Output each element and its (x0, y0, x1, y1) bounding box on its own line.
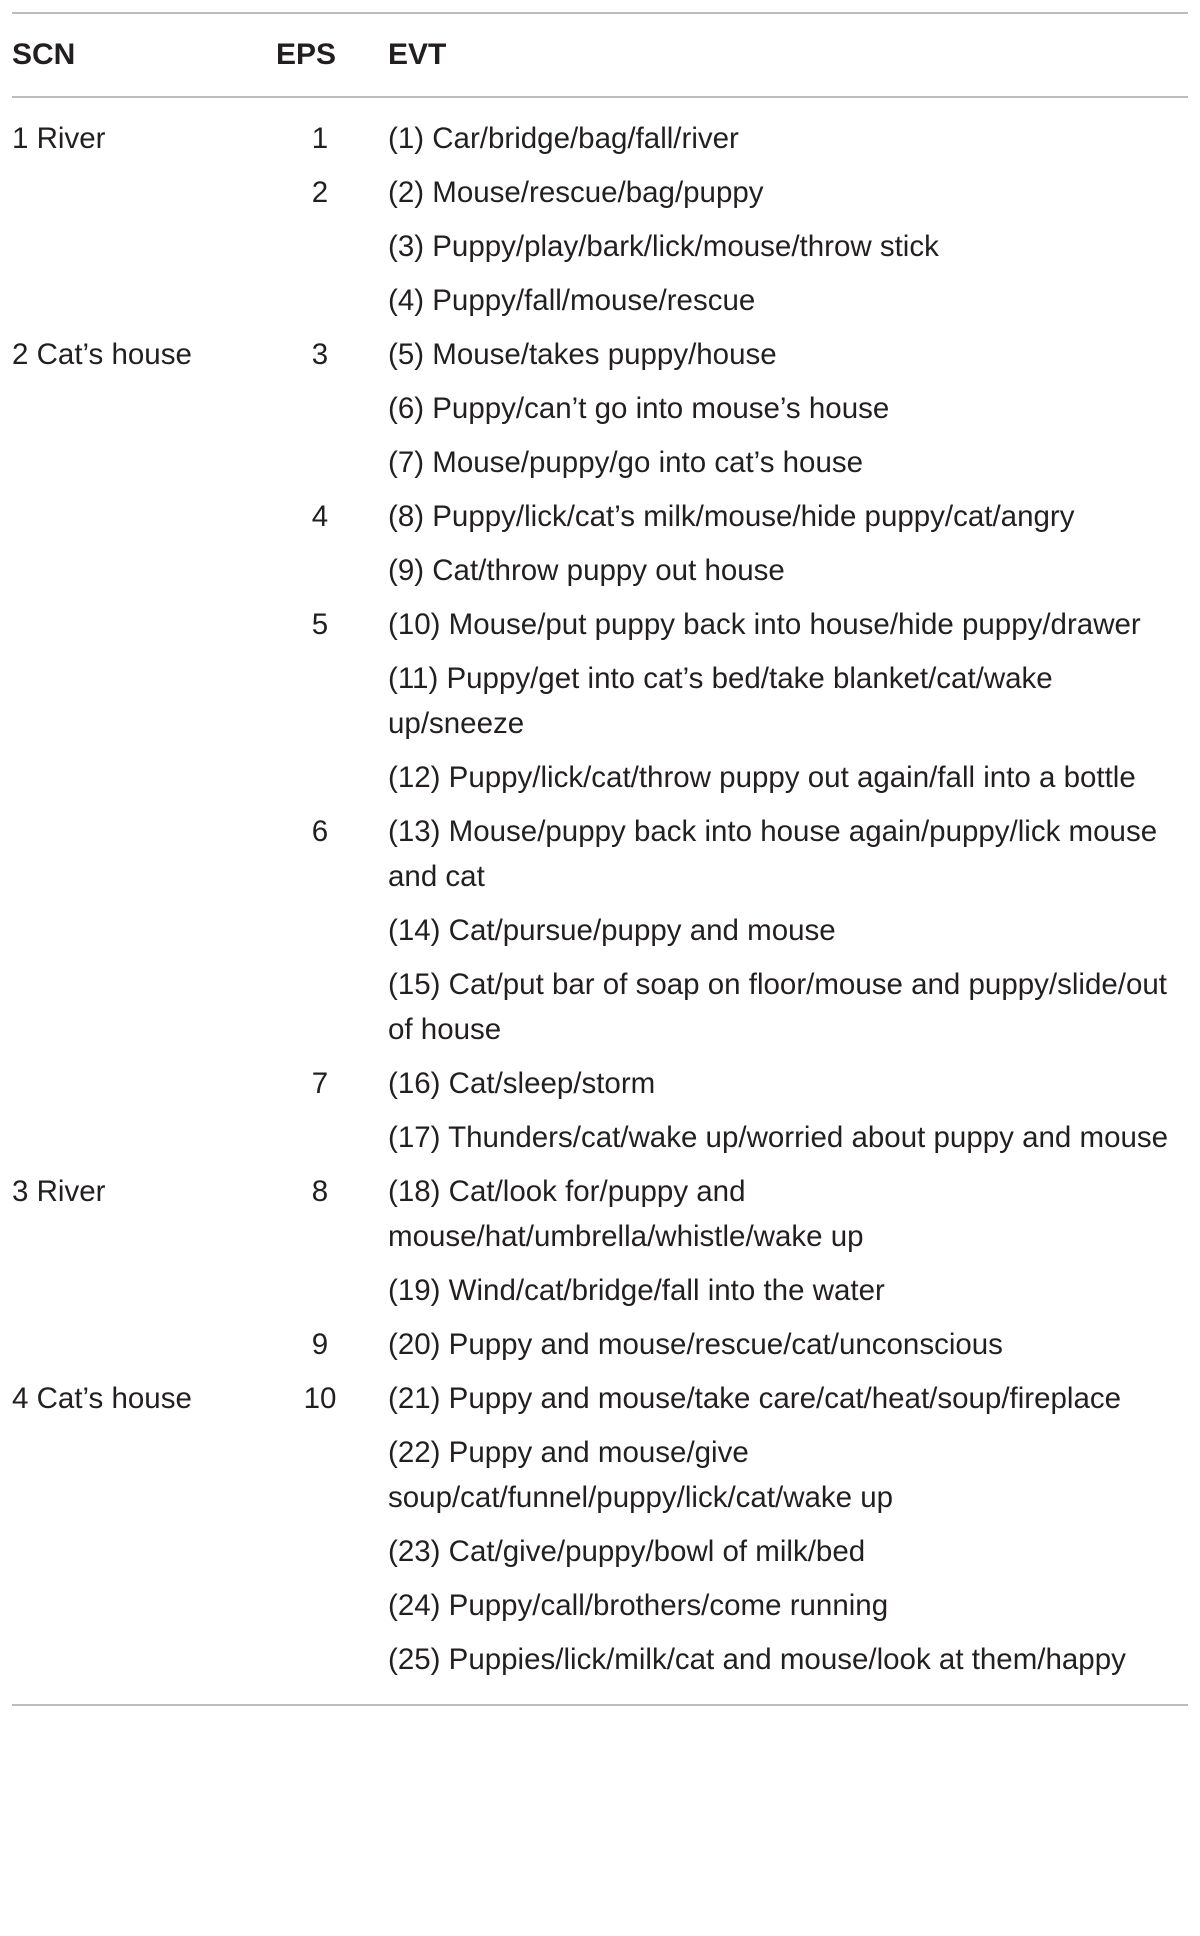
cell-scn (12, 651, 252, 750)
cell-scn (12, 1317, 252, 1371)
cell-scn (12, 957, 252, 1056)
table-row (12, 165, 1188, 219)
cell-eps (252, 903, 388, 957)
table-row (12, 381, 1188, 435)
table-row (12, 273, 1188, 327)
cell-scn (12, 1632, 252, 1704)
cell-eps: 10 (303, 1382, 337, 1415)
header-scn: SCN (12, 38, 76, 71)
header-eps: EPS (276, 38, 337, 71)
cell-eps: 9 (311, 1328, 329, 1361)
table-row (12, 651, 1188, 750)
cell-scn (12, 1524, 252, 1578)
table-row (12, 1371, 1188, 1425)
table-row (12, 97, 1188, 165)
cell-scn (12, 273, 252, 327)
cell-evt: (19) Wind/cat/bridge/fall into the water (388, 1274, 885, 1307)
cell-evt: (20) Puppy and mouse/rescue/cat/unconscious (388, 1328, 1003, 1361)
story-events-table-container (12, 12, 1188, 1706)
table-row (12, 1110, 1188, 1164)
cell-eps: 1 (311, 122, 329, 155)
cell-evt: (16) Cat/sleep/storm (388, 1067, 656, 1100)
cell-evt: (15) Cat/put bar of soap on floor/mouse and puppy/slide/out of house (388, 968, 1167, 1046)
table-bottom-rule (12, 1704, 1188, 1706)
cell-eps: 4 (311, 500, 329, 533)
table-header (12, 13, 1188, 97)
cell-scn (12, 165, 252, 219)
cell-evt: (9) Cat/throw puppy out house (388, 554, 785, 587)
cell-scn (12, 903, 252, 957)
cell-scn (12, 1578, 252, 1632)
cell-eps: 5 (311, 608, 329, 641)
cell-eps (252, 750, 388, 804)
table-row (12, 1632, 1188, 1704)
cell-scn (12, 435, 252, 489)
cell-scn (12, 597, 252, 651)
cell-evt: (24) Puppy/call/brothers/come running (388, 1589, 889, 1622)
cell-eps (252, 435, 388, 489)
cell-evt: (8) Puppy/lick/cat’s milk/mouse/hide puppy/cat/angry (388, 500, 1075, 533)
table-row (12, 543, 1188, 597)
cell-evt: (5) Mouse/takes puppy/house (388, 338, 777, 371)
cell-evt: (23) Cat/give/puppy/bowl of milk/bed (388, 1535, 866, 1568)
cell-scn (12, 1110, 252, 1164)
cell-evt: (2) Mouse/rescue/bag/puppy (388, 176, 764, 209)
table-row (12, 1578, 1188, 1632)
cell-evt: (17) Thunders/cat/wake up/worried about puppy and mouse (388, 1121, 1169, 1154)
cell-scn (12, 381, 252, 435)
cell-scn (12, 804, 252, 903)
cell-evt: (10) Mouse/put puppy back into house/hide puppy/drawer (388, 608, 1141, 641)
cell-evt: (7) Mouse/puppy/go into cat’s house (388, 446, 864, 479)
cell-evt: (3) Puppy/play/bark/lick/mouse/throw stick (388, 230, 939, 263)
cell-eps (252, 957, 388, 1056)
cell-scn: 1 River (12, 122, 106, 155)
cell-scn (12, 1056, 252, 1110)
table-row (12, 1164, 1188, 1263)
cell-scn (12, 543, 252, 597)
cell-eps (252, 273, 388, 327)
cell-scn (12, 219, 252, 273)
table-row (12, 219, 1188, 273)
cell-eps (252, 1632, 388, 1704)
cell-scn (12, 1263, 252, 1317)
table-row (12, 804, 1188, 903)
header-evt: EVT (388, 38, 447, 71)
table-row (12, 957, 1188, 1056)
cell-eps (252, 1578, 388, 1632)
cell-evt: (1) Car/bridge/bag/fall/river (388, 122, 739, 155)
cell-scn (12, 489, 252, 543)
cell-scn: 3 River (12, 1175, 106, 1208)
cell-evt: (6) Puppy/can’t go into mouse’s house (388, 392, 890, 425)
table-row (12, 1317, 1188, 1371)
table-row (12, 1263, 1188, 1317)
cell-eps: 2 (311, 176, 329, 209)
cell-evt: (25) Puppies/lick/milk/cat and mouse/look at them/happy (388, 1643, 1126, 1676)
cell-eps: 3 (311, 338, 329, 371)
table-row (12, 489, 1188, 543)
table-row (12, 1524, 1188, 1578)
cell-eps: 6 (311, 815, 329, 848)
story-events-table (12, 12, 1188, 1704)
cell-evt: (18) Cat/look for/puppy and mouse/hat/umbrella/whistle/wake up (388, 1175, 864, 1253)
cell-scn: 2 Cat’s house (12, 338, 192, 371)
cell-eps (252, 1524, 388, 1578)
table-body (12, 97, 1188, 1704)
cell-eps (252, 543, 388, 597)
table-row (12, 1425, 1188, 1524)
table-row (12, 1056, 1188, 1110)
cell-eps (252, 1110, 388, 1164)
cell-eps (252, 651, 388, 750)
cell-evt: (22) Puppy and mouse/give soup/cat/funnel/puppy/lick/cat/wake up (388, 1436, 894, 1514)
cell-evt: (12) Puppy/lick/cat/throw puppy out again/fall into a bottle (388, 761, 1136, 794)
cell-eps (252, 1263, 388, 1317)
cell-eps (252, 1425, 388, 1524)
cell-evt: (4) Puppy/fall/mouse/rescue (388, 284, 756, 317)
table-row (12, 903, 1188, 957)
cell-eps (252, 381, 388, 435)
cell-eps: 7 (311, 1067, 329, 1100)
header-row (12, 13, 1188, 97)
cell-scn (12, 1425, 252, 1524)
table-row (12, 597, 1188, 651)
cell-eps (252, 219, 388, 273)
cell-scn (12, 750, 252, 804)
table-row (12, 435, 1188, 489)
table-row (12, 750, 1188, 804)
cell-scn: 4 Cat’s house (12, 1382, 192, 1415)
cell-evt: (21) Puppy and mouse/take care/cat/heat/soup/fireplace (388, 1382, 1122, 1415)
cell-evt: (14) Cat/pursue/puppy and mouse (388, 914, 836, 947)
table-row (12, 327, 1188, 381)
cell-eps: 8 (311, 1175, 329, 1208)
cell-evt: (11) Puppy/get into cat’s bed/take blanket/cat/wake up/sneeze (388, 662, 1053, 740)
cell-evt: (13) Mouse/puppy back into house again/puppy/lick mouse and cat (388, 815, 1158, 893)
